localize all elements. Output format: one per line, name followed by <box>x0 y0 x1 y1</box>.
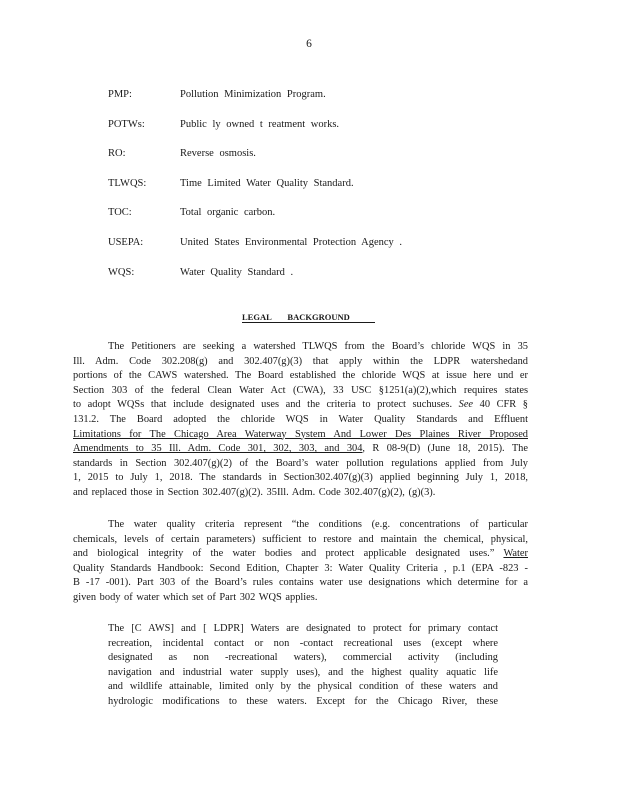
paragraph-line <box>73 398 528 413</box>
paragraph-line: and replaced those in Section 302.407(g)(2). 35Ill. Adm. Code 302.407(g)(2), (g)(3). <box>73 486 436 498</box>
paragraph-line: Ill. Adm. Code 302.208(g) and 302.407(g)(3) that apply within the LDPR watershedand <box>73 355 528 367</box>
paragraph-line <box>73 442 528 457</box>
abbreviation-definition: Pollution Minimization Program. <box>180 89 326 100</box>
paragraph-line <box>73 547 528 562</box>
abbreviation-definition: United States Environmental Protection Agency . <box>180 237 403 248</box>
abbreviation-definition: Total organic carbon. <box>180 207 276 218</box>
abbreviation-term: POTWs: <box>108 119 145 130</box>
paragraph-legal-background <box>73 340 528 501</box>
paragraph-text: to adopt WQSs that include designated uses and the criteria to protect suchuses. <box>73 399 453 411</box>
abbreviation-definition: Time Limited Water Quality Standard. <box>180 178 354 189</box>
paragraph-line: chemicals, levels of certain parameters) sufficient to restore and maintain the chemical, physical, <box>73 533 528 545</box>
paragraph-water-quality-criteria <box>73 518 528 606</box>
abbreviation-term: RO: <box>108 148 126 159</box>
paragraph-line: B -17 -001). Part 303 of the Board’s rules contains water use designations which determine for a <box>73 577 528 589</box>
paragraph-text: and biological integrity of the water bodies and protect applicable designated uses.” <box>73 548 495 560</box>
quote-line: and wildlife attainable, limited only by the physical condition of these waters and <box>108 681 498 693</box>
paragraph-line: 1, 2015 to July 1, 2018. The standards in Section302.407(g)(3) applied beginning July 1, 2018, <box>73 472 528 484</box>
paragraph-line: Section 303 of the federal Clean Water Act (CWA), 33 USC §1251(a)(2),which requires states <box>73 384 528 396</box>
abbreviation-definition: Public ly owned t reatment works. <box>180 119 340 130</box>
paragraph-line: The Petitioners are seeking a watershed TLWQS from the Board’s chloride WQS in 35 <box>108 341 528 352</box>
quote-line: The [C AWS] and [ LDPR] Waters are designated to protect for primary contact <box>108 623 498 634</box>
quote-line: designated as non -recreational waters), commercial activity (including <box>108 652 498 664</box>
case-citation-line: Limitations for The Chicago Area Waterway System And Lower Des Plaines River Proposed <box>73 428 528 440</box>
cfr-citation: 40 CFR § <box>479 399 528 411</box>
quote-line: recreation, incidental contact or non -contact recreational uses (except where <box>108 637 498 649</box>
handbook-title: Water <box>503 548 528 560</box>
quote-line: hydrologic modifications to these waters. Except for the Chicago River, these <box>108 695 498 707</box>
abbreviation-term: USEPA: <box>108 237 144 248</box>
see-signal: See <box>458 399 474 411</box>
paragraph-text: , R 08-9(D) (June 18, 2015). The <box>362 443 528 455</box>
page-number: 6 <box>306 38 312 50</box>
abbreviation-definition: Water Quality Standard . <box>180 267 294 278</box>
paragraph-line: The water quality criteria represent “the conditions (e.g. concentrations of particular <box>108 519 528 530</box>
abbreviation-term: TLWQS: <box>108 178 147 189</box>
paragraph-line: portions of the CAWS watershed. The Board established the chloride WQS at issue here und er <box>73 370 528 382</box>
paragraph-line: 131.2. The Board adopted the chloride WQS in Water Quality Standards and Effluent <box>73 413 528 425</box>
abbreviation-term: WQS: <box>108 267 135 278</box>
abbreviation-term: TOC: <box>108 207 132 218</box>
section-heading: LEGAL BACKGROUND <box>242 312 375 323</box>
paragraph-line: Quality Standards Handbook: Second Edition, Chapter 3: Water Quality Criteria , p.1 (EPA -823 - <box>73 562 528 574</box>
block-quote <box>108 622 498 710</box>
abbreviation-term: PMP: <box>108 89 132 100</box>
abbreviation-definition: Reverse osmosis. <box>180 148 256 159</box>
paragraph-line: given body of water which set of Part 302 WQS applies. <box>73 591 318 603</box>
case-citation-end: Amendments to 35 Ill. Adm. Code 301, 302, 303, and 304 <box>73 443 363 455</box>
quote-line: navigation and industrial water supply uses), and the highest quality aquatic life <box>108 666 498 678</box>
paragraph-line: standards in Section 302.407(g)(2) of the Board’s water pollution regulations applied from July <box>73 457 528 469</box>
